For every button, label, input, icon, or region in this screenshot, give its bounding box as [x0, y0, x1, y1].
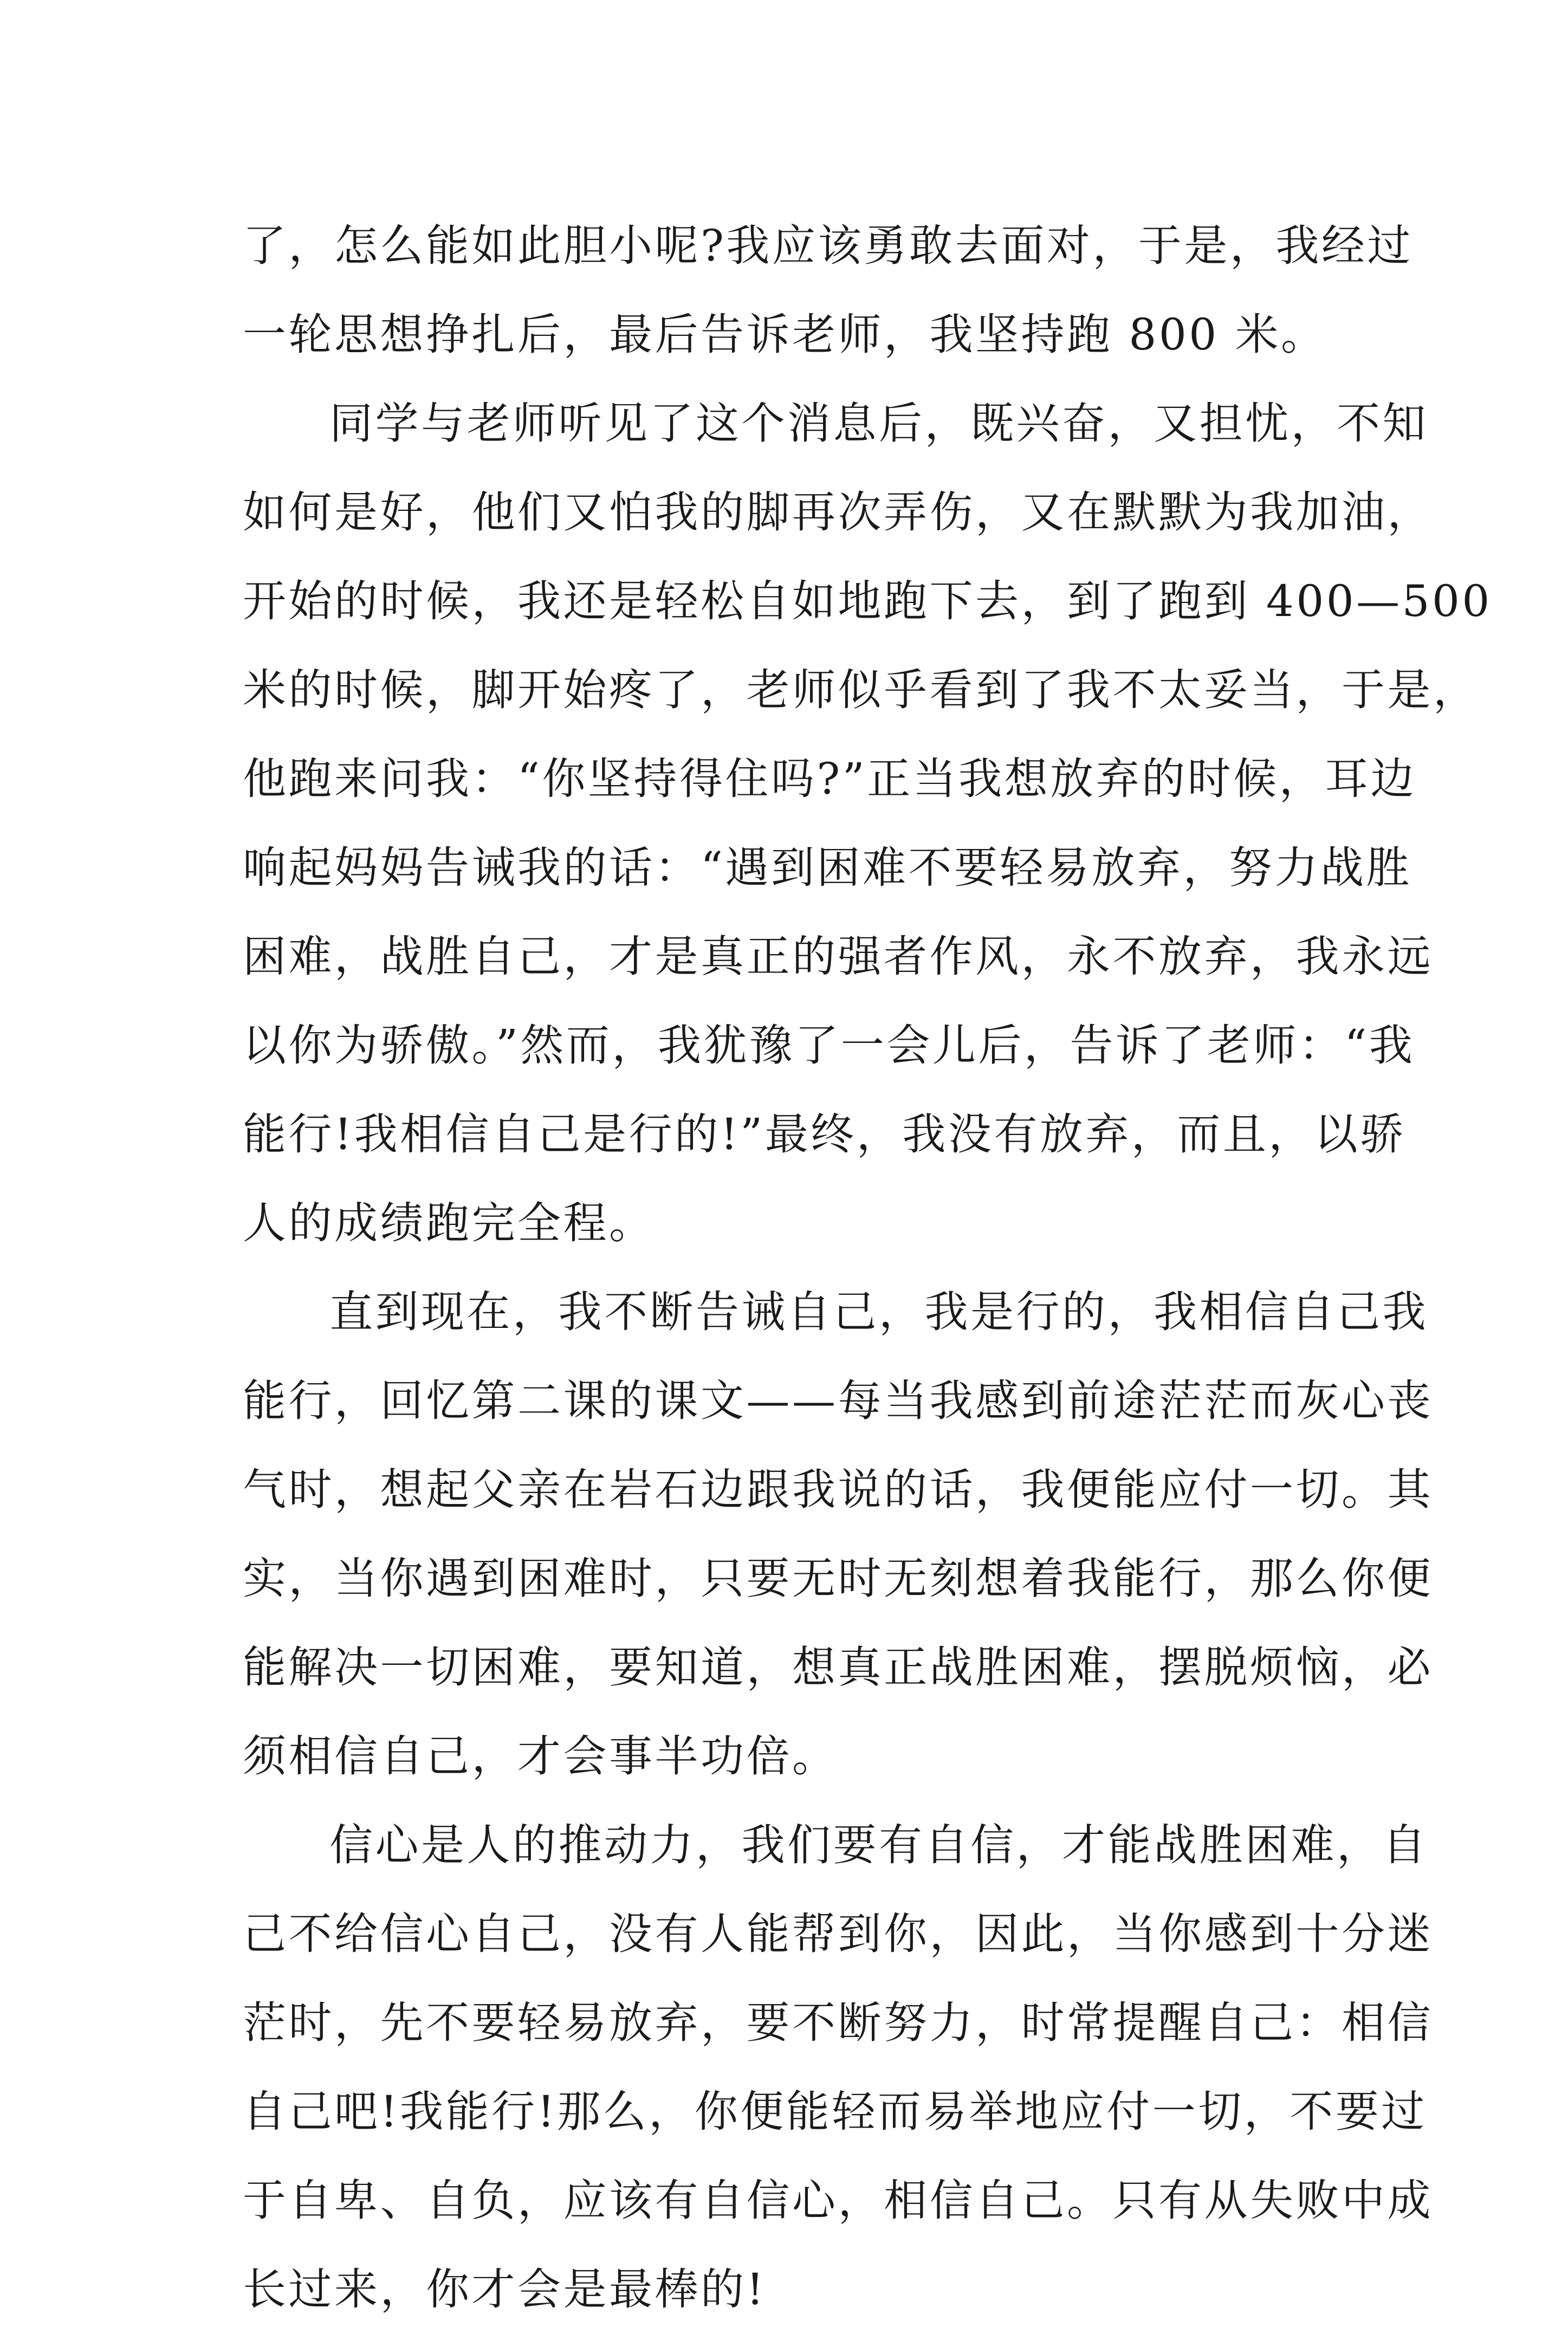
- paragraph-4: [243, 1801, 1433, 2334]
- text-line: 直到现在，我不断告诫自己，我是行的，我相信自己我: [329, 1287, 1428, 1337]
- text-line: 能行!我相信自己是行的!”最终，我没有放弃，而且，以骄: [243, 1109, 1406, 1159]
- text-line: 如何是好，他们又怕我的脚再次弄伤，又在默默为我加油，: [243, 487, 1433, 537]
- text-line: 人的成绩跑完全程。: [243, 1198, 655, 1248]
- text-line: 能解决一切困难，要知道，想真正战胜困难，摆脱烦恼，必: [243, 1642, 1433, 1693]
- text-line: 己不给信心自己，没有人能帮到你，因此，当你感到十分迷: [243, 1909, 1433, 1959]
- text-line: 气时，想起父亲在岩石边跟我说的话，我便能应付一切。其: [243, 1464, 1433, 1515]
- text-line: 长过来，你才会是最棒的!: [243, 2264, 767, 2314]
- text-line: 困难，战胜自己，才是真正的强者作风，永不放弃，我永远: [243, 931, 1433, 982]
- text-line: 以你为骄傲。”然而，我犹豫了一会儿后，告诉了老师：“我: [243, 1020, 1415, 1071]
- text-line: 信心是人的推动力，我们要有自信，才能战胜困难，自: [329, 1820, 1428, 1870]
- text-line: 须相信自己，才会事半功倍。: [243, 1731, 838, 1781]
- body-text: [243, 202, 1492, 2334]
- text-line: 自己吧!我能行!那么，你便能轻而易举地应付一切，不要过: [243, 2086, 1427, 2137]
- text-line: 茫时，先不要轻易放弃，要不断努力，时常提醒自己：相信: [243, 1998, 1433, 2048]
- paragraph-3: [243, 1268, 1433, 1801]
- text-line: 实，当你遇到困难时，只要无时无刻想着我能行，那么你便: [243, 1553, 1433, 1604]
- text-line: 于自卑、自负，应该有自信心，相信自己。只有从失败中成: [243, 2175, 1433, 2226]
- text-line: 响起妈妈告诫我的话：“遇到困难不要轻易放弃，努力战胜: [243, 842, 1412, 893]
- paragraph-1: [243, 202, 1413, 379]
- text-line: 一轮思想挣扎后，最后告诉老师，我坚持跑 800 米。: [243, 309, 1327, 360]
- text-line: 能行，回忆第二课的课文——每当我感到前途茫茫而灰心丧: [243, 1376, 1433, 1426]
- text-line: 他跑来问我：“你坚持得住吗?”正当我想放弃的时候，耳边: [243, 754, 1417, 804]
- text-line: 米的时候，脚开始疼了，老师似乎看到了我不太妥当，于是，: [243, 665, 1479, 715]
- text-line: 了，怎么能如此胆小呢?我应该勇敢去面对，于是，我经过: [243, 221, 1413, 271]
- paragraph-2: [243, 379, 1492, 1268]
- text-line: 同学与老师听见了这个消息后，既兴奋，又担忧，不知: [329, 398, 1428, 449]
- text-line: 开始的时候，我还是轻松自如地跑下去，到了跑到 400—500: [243, 576, 1492, 626]
